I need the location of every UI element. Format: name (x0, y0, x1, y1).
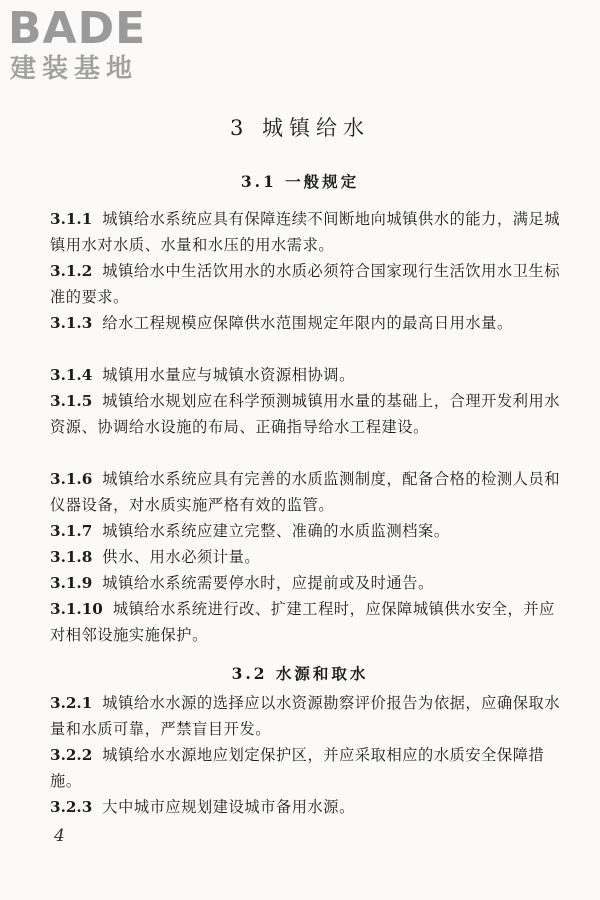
clause-number: 3.1.6 (50, 470, 93, 488)
clause-text: 城镇用水量应与城镇水资源相协调。 (102, 366, 355, 384)
clause-number: 3.2.3 (50, 798, 93, 816)
clause-text: 城镇给水水源地应划定保护区，并应采取相应的水质安全保障措施。 (50, 746, 545, 790)
clause-number: 3.1.3 (50, 314, 93, 332)
clause (50, 388, 562, 440)
clause (50, 310, 562, 336)
clause-number: 3.1.8 (50, 548, 93, 566)
logo (8, 4, 178, 86)
clause (50, 794, 562, 820)
chapter-title: 3 城镇给水 (229, 116, 371, 140)
clause-number: 3.1.1 (50, 210, 93, 228)
clause (50, 258, 562, 310)
page-number: 4 (54, 826, 65, 846)
clause-number: 3.1.9 (50, 574, 93, 592)
clause-number: 3.1.10 (50, 600, 103, 618)
clause (50, 362, 562, 388)
clause (50, 206, 562, 258)
clause-text: 给水工程规模应保障供水范围规定年限内的最高日用水量。 (102, 314, 513, 332)
clause (50, 518, 562, 544)
clause-number: 3.1.5 (50, 392, 93, 410)
logo-brand: BADE (8, 3, 147, 54)
clause (50, 570, 562, 596)
logo-subtitle: 建装基地 (10, 54, 139, 84)
clause (50, 742, 562, 794)
clause (50, 596, 562, 648)
clause-number: 3.1.2 (50, 262, 93, 280)
clause-text: 城镇给水系统进行改、扩建工程时，应保障城镇供水安全，并应对相邻设施实施保护。 (50, 600, 555, 644)
clause-text: 城镇给水系统应具有保障连续不间断地向城镇供水的能力，满足城镇用水对水质、水量和水压的用水需求。 (50, 210, 561, 254)
clause-text: 大中城市应规划建设城市备用水源。 (102, 798, 355, 816)
clause-number: 3.1.7 (50, 522, 93, 540)
clause-number: 3.2.2 (50, 746, 93, 764)
clause-number: 3.2.1 (50, 694, 93, 712)
clause (50, 690, 562, 742)
section-title: 3.2 水源和取水 (231, 664, 369, 683)
clause-text: 城镇给水系统需要停水时，应提前或及时通告。 (102, 574, 434, 592)
clause-text: 城镇给水水源的选择应以水资源勘察评价报告为依据，应确保取水量和水质可靠，严禁盲目开发。 (50, 694, 561, 738)
clause-text: 城镇给水系统应具有完善的水质监测制度，配备合格的检测人员和仪器设备，对水质实施严格有效的监管。 (50, 470, 561, 514)
clause-text: 城镇给水中生活饮用水的水质必须符合国家现行生活饮用水卫生标准的要求。 (50, 262, 561, 306)
clause-number: 3.1.4 (50, 366, 93, 384)
clause-text: 供水、用水必须计量。 (102, 548, 261, 566)
clause-text: 城镇给水规划应在科学预测城镇用水量的基础上，合理开发利用水资源、协调给水设施的布局、正确指导给水工程建设。 (50, 392, 561, 436)
clause-text: 城镇给水系统应建立完整、准确的水质监测档案。 (102, 522, 450, 540)
clause (50, 544, 562, 570)
section-title: 3.1 一般规定 (240, 172, 360, 191)
clause (50, 466, 562, 518)
